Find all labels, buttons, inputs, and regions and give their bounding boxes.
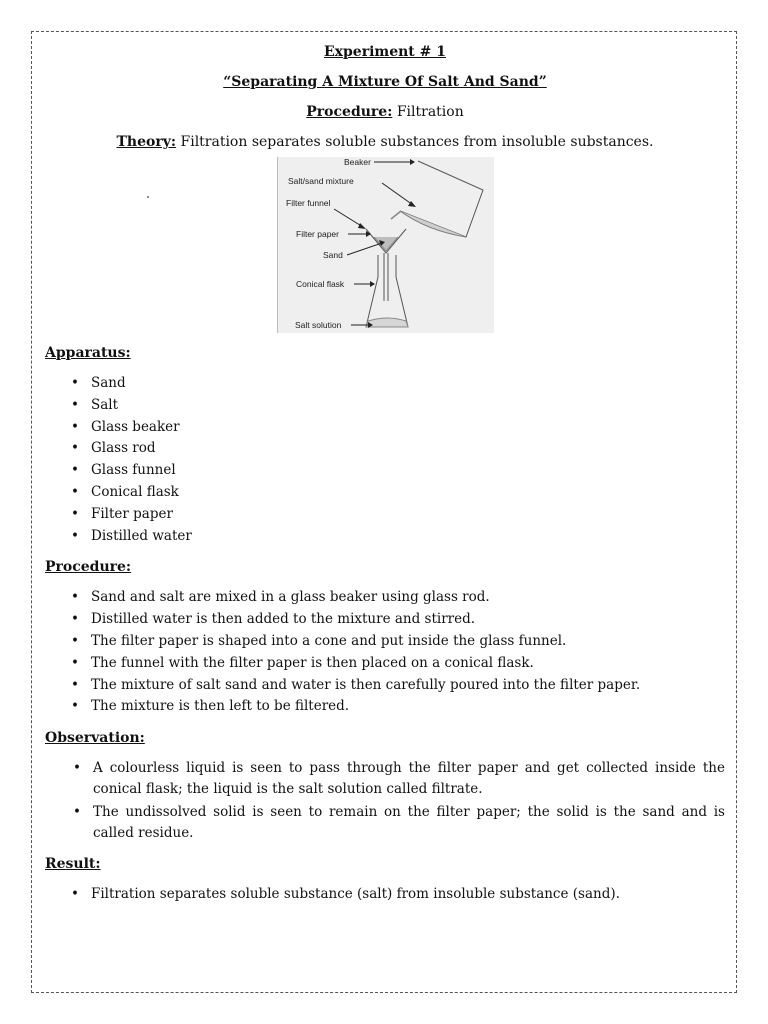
document-body bbox=[45, 44, 725, 918]
list-item: • Glass rod bbox=[91, 438, 725, 460]
experiment-number: Experiment # 1 bbox=[324, 44, 446, 60]
list-item: • Conical flask bbox=[91, 482, 725, 504]
list-item: • The mixture of salt sand and water is then carefully poured into the filter paper. bbox=[91, 675, 725, 697]
procedure-label: Procedure: bbox=[306, 104, 393, 120]
funnel-drawing bbox=[366, 229, 406, 301]
apparatus-list bbox=[45, 373, 725, 547]
experiment-title: “Separating A Mixture Of Salt And Sand” bbox=[223, 74, 547, 90]
theory-value: Filtration separates soluble substances from insoluble substances. bbox=[176, 134, 654, 150]
list-item: • Glass beaker bbox=[91, 417, 725, 439]
label-mixture: Salt/sand mixture bbox=[287, 176, 354, 186]
result-heading: Result: bbox=[45, 856, 101, 873]
list-item: • Filter paper bbox=[91, 504, 725, 526]
list-item: • The mixture is then left to be filtered. bbox=[91, 696, 725, 718]
beaker-drawing bbox=[400, 161, 483, 237]
list-item: • Filtration separates soluble substance (salt) from insoluble substance (sand). bbox=[91, 884, 725, 906]
list-item: • Salt bbox=[91, 395, 725, 417]
label-flask: Conical flask bbox=[295, 279, 344, 289]
theory-label: Theory: bbox=[116, 134, 177, 150]
filtration-diagram bbox=[277, 157, 494, 333]
list-item: • Distilled water is then added to the mixture and stirred. bbox=[91, 609, 725, 631]
procedure-heading: Procedure: bbox=[45, 559, 132, 576]
observation-heading: Observation: bbox=[45, 730, 145, 747]
list-item: • The funnel with the filter paper is then placed on a conical flask. bbox=[91, 653, 725, 675]
procedure-line bbox=[45, 104, 725, 120]
label-beaker: Beaker bbox=[343, 157, 371, 167]
list-item: • Sand and salt are mixed in a glass beaker using glass rod. bbox=[91, 587, 725, 609]
observation-list bbox=[45, 758, 725, 844]
procedure-value: Filtration bbox=[392, 104, 464, 120]
theory-line bbox=[45, 134, 725, 150]
pour-stream bbox=[391, 211, 401, 219]
list-item: • Sand bbox=[91, 373, 725, 395]
result-list bbox=[45, 884, 725, 906]
label-solution: Salt solution bbox=[294, 320, 341, 330]
flask-drawing bbox=[366, 255, 408, 327]
label-funnel: Filter funnel bbox=[285, 198, 330, 208]
list-item: • The filter paper is shaped into a cone and put inside the glass funnel. bbox=[91, 631, 725, 653]
list-item: • The undissolved solid is seen to remain on the filter paper; the solid is the sand and is called residue. bbox=[93, 802, 725, 844]
list-item: • Distilled water bbox=[91, 526, 725, 548]
label-paper: Filter paper bbox=[295, 229, 339, 239]
procedure-list bbox=[45, 587, 725, 718]
label-sand: Sand bbox=[322, 250, 343, 260]
list-item: • A colourless liquid is seen to pass through the filter paper and get collected inside the conical flask; the liquid is the salt solution called filtrate. bbox=[93, 758, 725, 800]
list-item: • Glass funnel bbox=[91, 460, 725, 482]
apparatus-heading: Apparatus: bbox=[45, 345, 131, 361]
